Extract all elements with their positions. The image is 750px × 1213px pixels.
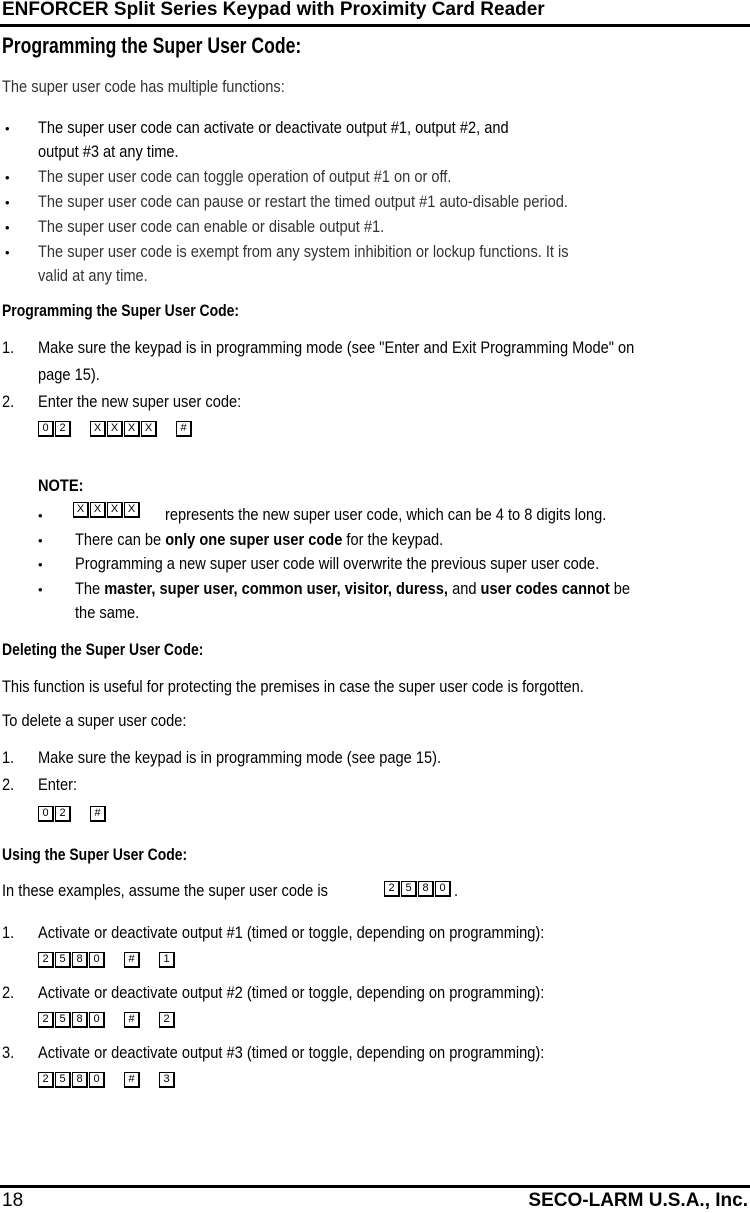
key: 5 — [55, 952, 71, 968]
key: 1 — [159, 952, 175, 968]
deleting-paragraph: This function is useful for protecting the premises in case the super user code is forgotten. — [2, 677, 584, 696]
step-number: 2. — [2, 775, 15, 794]
key-sequence — [38, 952, 176, 968]
key: X — [73, 502, 89, 518]
intro-bullet: The super user code can toggle operation of output #1 on or off. — [38, 167, 452, 186]
key: # — [176, 421, 192, 437]
step-text: Make sure the keypad is in programming mode (see "Enter and Exit Programming Mode" on — [38, 338, 635, 357]
key-sequence — [73, 502, 141, 518]
key-sequence — [38, 1072, 176, 1088]
key: 5 — [401, 881, 417, 897]
step-text: Make sure the keypad is in programming mode (see page 15). — [38, 748, 442, 767]
key: X — [124, 502, 140, 518]
bullet-icon: • — [38, 508, 43, 523]
key: 2 — [38, 1072, 54, 1088]
key: 0 — [435, 881, 451, 897]
key-sequence — [38, 806, 107, 822]
step-number: 1. — [2, 338, 15, 357]
using-intro-end: . — [454, 881, 459, 900]
key: 5 — [55, 1012, 71, 1028]
bullet-icon: • — [38, 533, 43, 548]
subsection-title-programming: Programming the Super User Code: — [2, 301, 240, 320]
intro-bullet: The super user code can enable or disable output #1. — [38, 217, 385, 236]
key: 8 — [72, 1072, 88, 1088]
bullet-icon: • — [38, 557, 43, 572]
key: 0 — [89, 1012, 105, 1028]
bullet-icon: • — [5, 121, 10, 136]
bullet-icon: • — [5, 245, 10, 260]
key: 2 — [38, 952, 54, 968]
intro-lead: The super user code has multiple functions: — [2, 77, 285, 96]
step-text: Enter the new super user code: — [38, 392, 242, 411]
bullet-icon: • — [38, 582, 43, 597]
page-footer — [0, 1185, 750, 1213]
step-number: 3. — [2, 1043, 15, 1062]
key: 0 — [89, 952, 105, 968]
subsection-title-deleting: Deleting the Super User Code: — [2, 640, 204, 659]
step-text: Activate or deactivate output #3 (timed or toggle, depending on programming): — [38, 1043, 545, 1062]
step-text: Activate or deactivate output #2 (timed or toggle, depending on programming): — [38, 983, 545, 1002]
key: # — [124, 1012, 140, 1028]
note-text: There can be only one super user code for the keypad. — [75, 530, 444, 549]
key: 8 — [72, 952, 88, 968]
step-text-cont: page 15). — [38, 365, 100, 384]
key: X — [107, 502, 123, 518]
company-name: SECO-LARM U.S.A., Inc. — [528, 1190, 748, 1211]
key: # — [124, 952, 140, 968]
header-title: ENFORCER Split Series Keypad with Proximity Card Reader — [2, 0, 545, 20]
key-sequence — [38, 1012, 176, 1028]
intro-bullet: The super user code is exempt from any system inhibition or lockup functions. It is — [38, 242, 569, 261]
key: X — [124, 421, 140, 437]
note-text: represents the new super user code, which can be 4 to 8 digits long. — [165, 505, 607, 524]
note-text: The master, super user, common user, visitor, duress, and user codes cannot be — [75, 579, 631, 598]
key: 2 — [55, 421, 71, 437]
step-text: Activate or deactivate output #1 (timed or toggle, depending on programming): — [38, 923, 545, 942]
key: 0 — [38, 421, 54, 437]
key: 8 — [72, 1012, 88, 1028]
note-text: Programming a new super user code will overwrite the previous super user code. — [75, 554, 600, 573]
key-sequence — [384, 881, 452, 897]
bullet-icon: • — [5, 220, 10, 235]
intro-bullet-cont: valid at any time. — [38, 266, 148, 285]
step-number: 2. — [2, 392, 15, 411]
key: 2 — [38, 1012, 54, 1028]
key: X — [107, 421, 123, 437]
subsection-title-using: Using the Super User Code: — [2, 845, 188, 864]
key: # — [124, 1072, 140, 1088]
note-text-cont: the same. — [75, 603, 140, 622]
step-number: 2. — [2, 983, 15, 1002]
key: X — [90, 502, 106, 518]
bullet-icon: • — [5, 170, 10, 185]
key: # — [90, 806, 106, 822]
key: 0 — [38, 806, 54, 822]
key-sequence — [38, 421, 193, 437]
key: X — [141, 421, 157, 437]
step-text: Enter: — [38, 775, 78, 794]
using-intro: In these examples, assume the super user code is — [2, 881, 328, 900]
key: 2 — [384, 881, 400, 897]
bullet-icon: • — [5, 195, 10, 210]
step-number: 1. — [2, 748, 15, 767]
step-number: 1. — [2, 923, 15, 942]
intro-bullet: The super user code can activate or deactivate output #1, output #2, and — [38, 118, 509, 137]
intro-bullet-cont: output #3 at any time. — [38, 142, 179, 161]
key: 0 — [89, 1072, 105, 1088]
note-label: NOTE: — [38, 476, 84, 495]
deleting-paragraph: To delete a super user code: — [2, 711, 187, 730]
page-header — [0, 0, 750, 27]
key: X — [90, 421, 106, 437]
key: 2 — [55, 806, 71, 822]
key: 5 — [55, 1072, 71, 1088]
key: 2 — [159, 1012, 175, 1028]
key: 8 — [418, 881, 434, 897]
key: 3 — [159, 1072, 175, 1088]
intro-bullet: The super user code can pause or restart the timed output #1 auto-disable period. — [38, 192, 568, 211]
page-number: 18 — [2, 1190, 24, 1211]
section-title-programming: Programming the Super User Code: — [2, 33, 302, 58]
